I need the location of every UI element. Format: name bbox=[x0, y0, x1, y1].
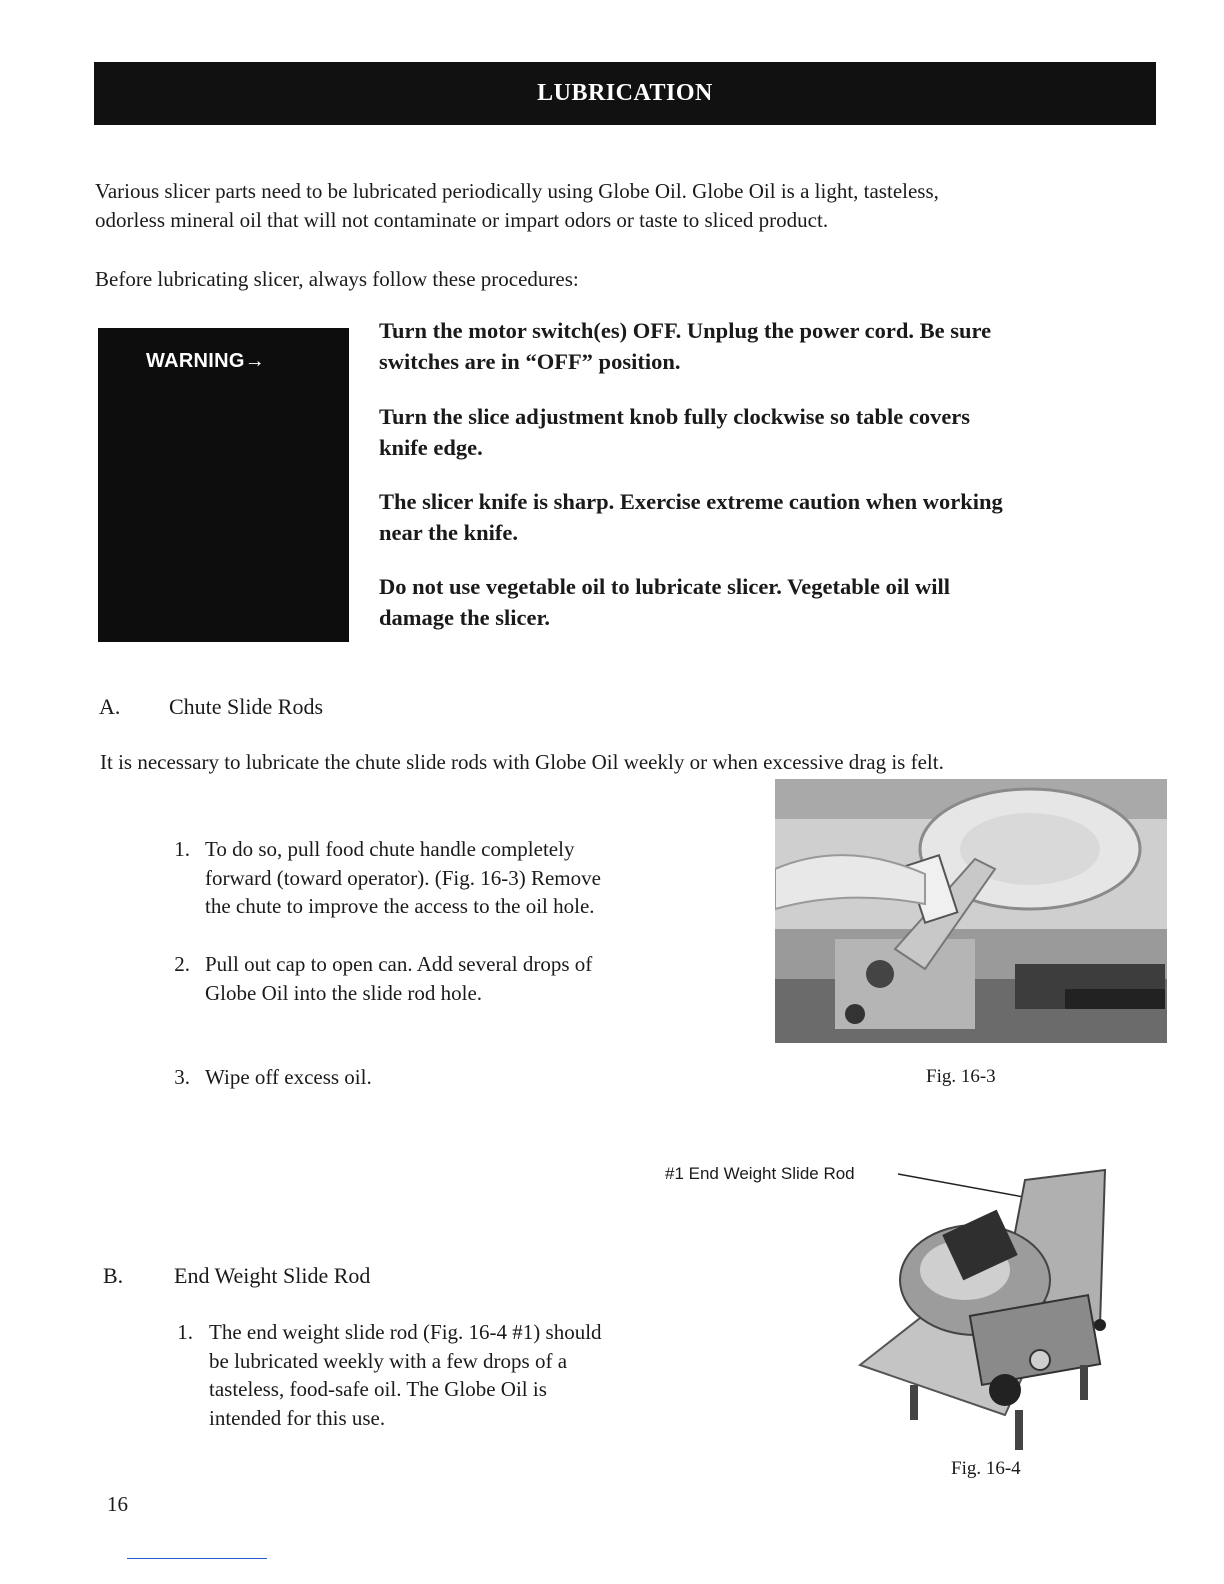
step-line: The end weight slide rod (Fig. 16-4 #1) should bbox=[209, 1320, 602, 1344]
section-b-title: End Weight Slide Rod bbox=[174, 1263, 371, 1288]
slicer-photo bbox=[855, 1165, 1115, 1455]
intro-line: odorless mineral oil that will not contaminate or impart odors or taste to sliced product. bbox=[95, 208, 829, 232]
warning-line: The slicer knife is sharp. Exercise extreme caution when working bbox=[379, 489, 1003, 514]
warning-line: Turn the slice adjustment knob fully clockwise so table covers bbox=[379, 404, 971, 429]
section-a-intro: It is necessary to lubricate the chute slide rods with Globe Oil weekly or when excessive drag is felt. bbox=[100, 750, 944, 774]
figure-caption: Fig. 16-3 bbox=[926, 1066, 996, 1087]
slicer-oiling-illustration bbox=[775, 779, 1167, 1043]
warning-line: Turn the motor switch(es) OFF. Unplug the power cord. Be sure bbox=[379, 318, 992, 343]
step-line: forward (toward operator). (Fig. 16-3) Remove bbox=[205, 865, 601, 890]
step-number: 3. bbox=[174, 1065, 190, 1089]
step-line: tasteless, food-safe oil. The Globe Oil is bbox=[209, 1377, 547, 1401]
warning-line: knife edge. bbox=[379, 435, 483, 460]
warning-item bbox=[379, 486, 1169, 548]
step-line: be lubricated weekly with a few drops of a bbox=[209, 1348, 568, 1373]
warning-item bbox=[379, 315, 1169, 377]
intro-line: Various slicer parts need to be lubricated periodically using Globe Oil. Globe Oil is a light, tasteless, bbox=[95, 179, 939, 203]
step-line: Wipe off excess oil. bbox=[205, 1065, 372, 1089]
slicer-illustration bbox=[855, 1165, 1115, 1455]
page-number: 16 bbox=[107, 1492, 128, 1516]
procedures-intro: Before lubricating slicer, always follow these procedures: bbox=[95, 267, 579, 291]
warning-box bbox=[98, 328, 349, 642]
step-line: Pull out cap to open can. Add several drops of bbox=[205, 952, 593, 976]
warning-line: damage the slicer. bbox=[379, 605, 551, 630]
step-number: 2. bbox=[174, 952, 190, 976]
step-line: To do so, pull food chute handle completely bbox=[205, 837, 575, 861]
warning-label: WARNING→ bbox=[146, 350, 266, 372]
warning-item bbox=[379, 401, 1169, 463]
step-line: Globe Oil into the slide rod hole. bbox=[205, 980, 483, 1005]
figure-caption: Fig. 16-4 bbox=[951, 1458, 1021, 1479]
section-title: LUBRICATION bbox=[537, 80, 713, 106]
callout-label: #1 End Weight Slide Rod bbox=[665, 1164, 855, 1183]
warning-line: switches are in “OFF” position. bbox=[379, 349, 681, 374]
section-a-title: Chute Slide Rods bbox=[169, 694, 324, 719]
step-number: 1. bbox=[174, 837, 190, 861]
step-number: 1. bbox=[177, 1320, 193, 1344]
bottom-divider bbox=[127, 1558, 267, 1559]
warning-line: Do not use vegetable oil to lubricate slicer. Vegetable oil will bbox=[379, 574, 950, 599]
section-a-letter: A. bbox=[99, 694, 121, 719]
section-header bbox=[94, 62, 1156, 125]
warning-line: near the knife. bbox=[379, 520, 518, 545]
step-line: intended for this use. bbox=[209, 1405, 386, 1430]
intro-paragraph bbox=[95, 177, 1165, 235]
step-line: the chute to improve the access to the oil hole. bbox=[205, 894, 595, 918]
section-b-letter: B. bbox=[103, 1263, 124, 1288]
warning-item bbox=[379, 571, 1169, 633]
slicer-oiling-photo bbox=[775, 779, 1167, 1043]
